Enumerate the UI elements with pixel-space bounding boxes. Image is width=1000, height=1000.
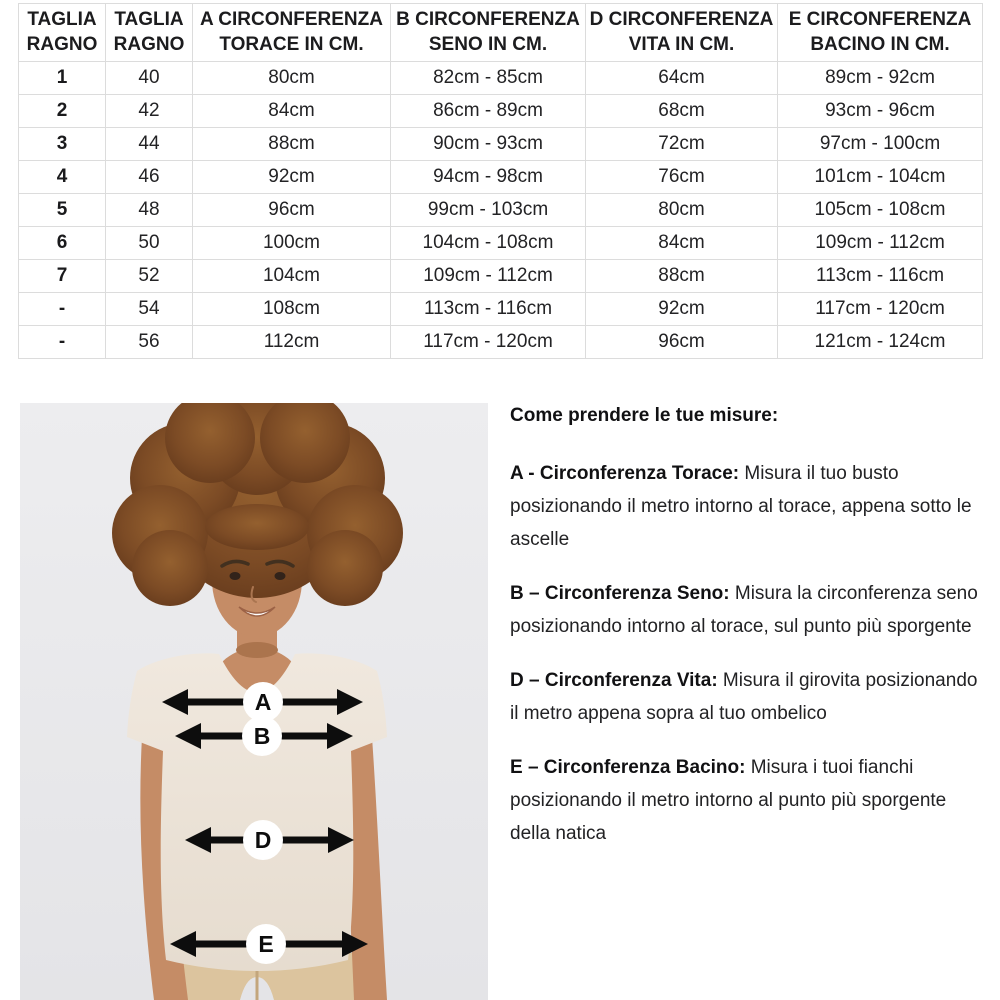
col-header-line: RAGNO xyxy=(26,34,98,55)
table-cell: 97cm - 100cm xyxy=(778,128,983,161)
col-header-line: TAGLIA xyxy=(114,9,184,30)
col-header-torace xyxy=(193,4,391,62)
table-cell: 112cm xyxy=(193,326,391,359)
instruction-seno-text: Misura la circonferenza seno posizionando intorno al torace, sul punto più sporgente xyxy=(510,583,978,637)
table-cell: 2 xyxy=(19,95,106,128)
instruction-vita-text: Misura il girovita posizionando il metro appena sopra al tuo ombelico xyxy=(510,670,978,724)
table-cell: 86cm - 89cm xyxy=(391,95,586,128)
person-figure xyxy=(20,403,488,1000)
col-header-vita xyxy=(586,4,778,62)
instruction-torace-text: Misura il tuo busto posizionando il metro intorno al torace, appena sotto le ascelle xyxy=(510,463,972,550)
table-cell: 90cm - 93cm xyxy=(391,128,586,161)
table-cell: 89cm - 92cm xyxy=(778,62,983,95)
col-header-bacino xyxy=(778,4,983,62)
table-cell: 92cm xyxy=(193,161,391,194)
instruction-bacino xyxy=(510,751,982,850)
size-table-section xyxy=(18,3,982,359)
table-row xyxy=(19,161,983,194)
table-cell: 88cm xyxy=(193,128,391,161)
col-header-line: B CIRCONFERENZA xyxy=(396,9,580,30)
instructions-heading: Come prendere le tue misure: xyxy=(510,405,779,426)
table-cell: 96cm xyxy=(586,326,778,359)
table-cell: 82cm - 85cm xyxy=(391,62,586,95)
table-cell: - xyxy=(19,326,106,359)
table-cell: 109cm - 112cm xyxy=(391,260,586,293)
table-cell: 104cm xyxy=(193,260,391,293)
table-cell: 40 xyxy=(106,62,193,95)
table-cell: 80cm xyxy=(586,194,778,227)
measurement-label-A: A xyxy=(254,689,272,715)
table-cell: 99cm - 103cm xyxy=(391,194,586,227)
table-cell: 117cm - 120cm xyxy=(778,293,983,326)
measurement-label-B: B xyxy=(253,723,271,749)
col-header-line: VITA IN CM. xyxy=(628,34,735,55)
table-cell: 109cm - 112cm xyxy=(778,227,983,260)
table-row xyxy=(19,260,983,293)
table-cell: 121cm - 124cm xyxy=(778,326,983,359)
hair xyxy=(112,403,403,606)
col-header-line: A CIRCONFERENZA xyxy=(200,9,383,30)
table-cell: 94cm - 98cm xyxy=(391,161,586,194)
measurement-label-E: E xyxy=(258,931,274,957)
col-header-line: E CIRCONFERENZA xyxy=(788,9,972,30)
table-cell: 72cm xyxy=(586,128,778,161)
col-header-taglia-ragno-2 xyxy=(106,4,193,62)
table-cell: 113cm - 116cm xyxy=(391,293,586,326)
instruction-bacino-text: Misura i tuoi fianchi posizionando il metro intorno al punto più sporgente della natica xyxy=(510,757,947,844)
table-cell: 44 xyxy=(106,128,193,161)
instruction-torace xyxy=(510,457,982,556)
size-table-body xyxy=(19,62,983,359)
instruction-seno-label: B – Circonferenza Seno: xyxy=(510,583,730,604)
table-row xyxy=(19,194,983,227)
table-cell: 88cm xyxy=(586,260,778,293)
table-cell: - xyxy=(19,293,106,326)
table-cell: 80cm xyxy=(193,62,391,95)
table-row xyxy=(19,95,983,128)
table-cell: 4 xyxy=(19,161,106,194)
measurement-label-D: D xyxy=(254,827,272,853)
instruction-seno xyxy=(510,577,982,643)
table-cell: 1 xyxy=(19,62,106,95)
table-cell: 3 xyxy=(19,128,106,161)
table-cell: 50 xyxy=(106,227,193,260)
table-row xyxy=(19,326,983,359)
col-header-seno xyxy=(391,4,586,62)
table-cell: 76cm xyxy=(586,161,778,194)
table-row xyxy=(19,293,983,326)
table-row xyxy=(19,62,983,95)
model-photo xyxy=(20,403,488,1000)
table-cell: 42 xyxy=(106,95,193,128)
table-row xyxy=(19,128,983,161)
table-cell: 105cm - 108cm xyxy=(778,194,983,227)
table-cell: 117cm - 120cm xyxy=(391,326,586,359)
instruction-vita-label: D – Circonferenza Vita: xyxy=(510,670,718,691)
table-cell: 84cm xyxy=(193,95,391,128)
table-cell: 52 xyxy=(106,260,193,293)
instruction-torace-label: A - Circonferenza Torace: xyxy=(510,463,740,484)
table-cell: 54 xyxy=(106,293,193,326)
table-cell: 5 xyxy=(19,194,106,227)
table-cell: 84cm xyxy=(586,227,778,260)
table-cell: 96cm xyxy=(193,194,391,227)
table-cell: 92cm xyxy=(586,293,778,326)
table-cell: 64cm xyxy=(586,62,778,95)
col-header-line: SENO IN CM. xyxy=(428,34,548,55)
table-cell: 46 xyxy=(106,161,193,194)
table-header-row xyxy=(19,4,983,62)
table-row xyxy=(19,227,983,260)
table-cell: 108cm xyxy=(193,293,391,326)
table-cell: 104cm - 108cm xyxy=(391,227,586,260)
size-table xyxy=(18,3,983,359)
table-cell: 93cm - 96cm xyxy=(778,95,983,128)
col-header-taglia-ragno-1 xyxy=(19,4,106,62)
col-header-line: RAGNO xyxy=(113,34,185,55)
measuring-instructions xyxy=(510,403,982,871)
table-cell: 113cm - 116cm xyxy=(778,260,983,293)
table-cell: 68cm xyxy=(586,95,778,128)
table-cell: 100cm xyxy=(193,227,391,260)
instruction-vita xyxy=(510,664,982,730)
table-cell: 7 xyxy=(19,260,106,293)
table-cell: 56 xyxy=(106,326,193,359)
table-cell: 48 xyxy=(106,194,193,227)
table-cell: 101cm - 104cm xyxy=(778,161,983,194)
table-cell: 6 xyxy=(19,227,106,260)
col-header-line: BACINO IN CM. xyxy=(810,34,950,55)
col-header-line: D CIRCONFERENZA xyxy=(589,9,774,30)
col-header-line: TAGLIA xyxy=(27,9,97,30)
col-header-line: TORACE IN CM. xyxy=(219,34,364,55)
instruction-bacino-label: E – Circonferenza Bacino: xyxy=(510,757,746,778)
